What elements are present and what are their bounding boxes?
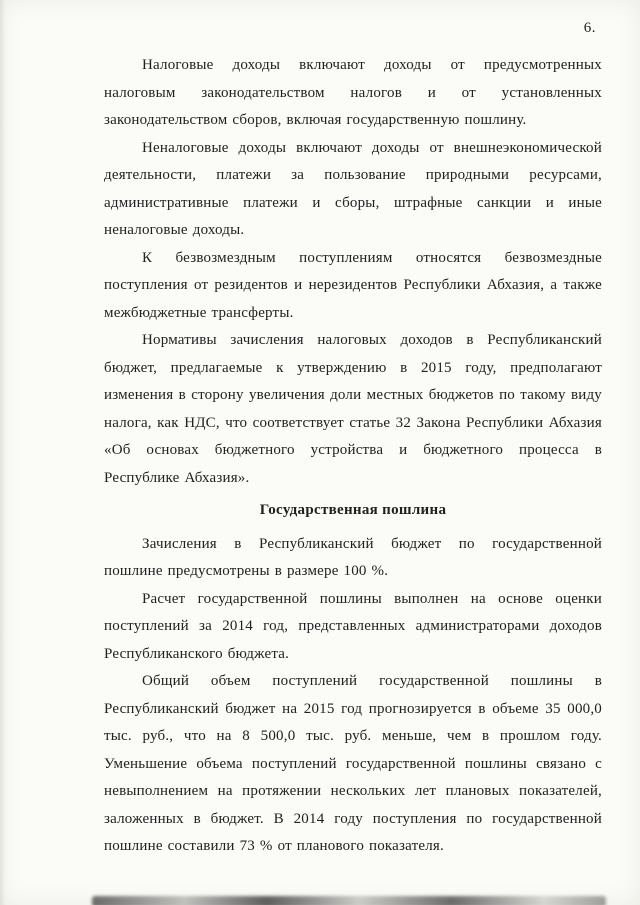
paragraph-state-duty-calculation: Расчет государственной пошлины выполнен на основе оценки поступлений за 2014 год, представленных администраторами доходов Республиканского бюджета.	[104, 590, 602, 662]
paragraph-state-duty-volume: Общий объем поступлений государственной пошлины в Республиканский бюджет на 2015 год прогнозируется в объеме 35 000,0 тыс. руб., что на 8 500,0 тыс. руб. меньше, чем в прошлом году. Уменьшение объема поступлений государственной пошлины связано с невыполнением на протяжении нескольких лет плановых показателей, заложенных в бюджет. В 2014 году поступления по государственной пошлине составили 73 % от планового показателя.	[104, 673, 602, 854]
paragraph-nontax-revenues: Неналоговые доходы включают доходы от внешнеэкономической деятельности, платежи за пользование природными ресурсами, административные платежи и сборы, штрафные санкции и иные неналоговые доходы.	[104, 139, 602, 238]
section-heading-state-duty: Государственная пошлина	[259, 502, 447, 518]
paragraph-tax-revenues: Налоговые доходы включают доходы от предусмотренных налоговым законодательством налогов и от установленных законодательством сборов, включая государственную пошлину.	[104, 57, 602, 128]
document-body	[104, 52, 602, 861]
paragraph-gratuitous-receipts: К безвозмездным поступлениям относятся безвозмездные поступления от резидентов и нерезидентов Республики Абхазия, а также межбюджетные трансферты.	[104, 249, 602, 321]
scan-edge-shadow	[0, 0, 6, 905]
paragraph-tax-allocation-standards: Нормативы зачисления налоговых доходов в Республиканский бюджет, предлагаемые к утверждению в 2015 году, предполагают изменения в сторону увеличения доли местных бюджетов по такому виду налога, как НДС, что соответствует статье 32 Закона Республики Абхазия «Об основах бюджетного устройства и бюджетного процесса в Республике Абхазия».	[104, 332, 602, 486]
paragraph-state-duty-allocation: Зачисления в Республиканский бюджет по государственной пошлине предусмотрены в размере 100 %.	[104, 535, 602, 579]
scan-artifact	[92, 896, 606, 905]
page-number: 6.	[583, 20, 596, 36]
